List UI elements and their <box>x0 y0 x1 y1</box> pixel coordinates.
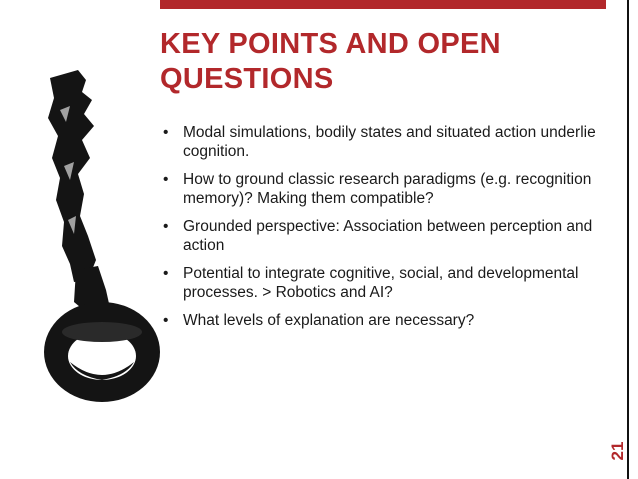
bullet-marker: • <box>163 218 169 235</box>
bullet-list <box>163 123 608 339</box>
bullet-marker: • <box>163 265 169 282</box>
list-item <box>163 123 608 161</box>
bullet-marker: • <box>163 171 169 188</box>
bullet-marker: • <box>163 124 169 141</box>
bullet-text: Grounded perspective: Association between perception and action <box>183 218 593 254</box>
right-border-line <box>627 0 629 479</box>
bullet-text: Modal simulations, bodily states and situated action underlie cognition. <box>183 124 596 160</box>
key-icon <box>30 70 165 410</box>
slide-title: KEY POINTS AND OPEN QUESTIONS <box>160 28 501 95</box>
top-accent-bar <box>160 0 606 9</box>
list-item <box>163 217 608 255</box>
bullet-marker: • <box>163 312 169 329</box>
list-item <box>163 311 608 330</box>
bullet-text: What levels of explanation are necessary? <box>183 312 475 329</box>
bullet-text: How to ground classic research paradigms (e.g. recognition memory)? Making them compatible? <box>183 171 592 207</box>
page-number: 21 <box>608 441 627 461</box>
bullet-text: Potential to integrate cognitive, social, and developmental processes. > Robotics and AI? <box>183 265 579 301</box>
list-item <box>163 170 608 208</box>
list-item <box>163 264 608 302</box>
